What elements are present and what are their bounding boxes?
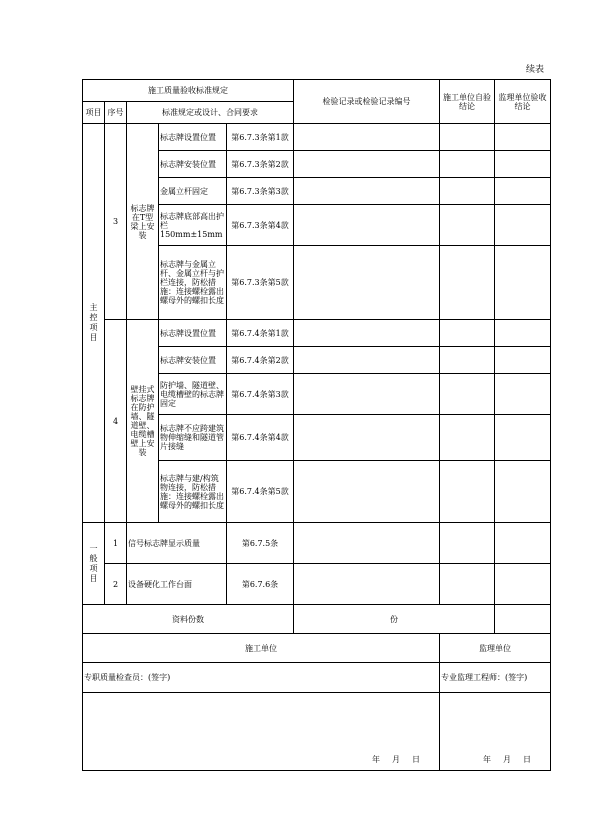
contractor-cell[interactable] — [440, 124, 495, 151]
documents-unit: 份 — [390, 614, 399, 624]
record-cell[interactable] — [294, 151, 440, 178]
record-cell[interactable] — [294, 124, 440, 151]
requirement-text: 标志牌设置位置 — [159, 124, 227, 151]
contractor-cell[interactable] — [440, 347, 495, 374]
supervisor-unit-header: 监理单位 — [440, 634, 551, 663]
clause-ref: 第6.7.3条第5款 — [227, 246, 294, 320]
supervisor-signature-area[interactable] — [440, 693, 551, 771]
col-item-header: 项目 — [83, 102, 105, 124]
group-name: 标志牌在T型梁上安装 — [127, 124, 159, 320]
clause-ref: 第6.7.4条第5款 — [227, 461, 294, 523]
contractor-cell[interactable] — [440, 205, 495, 246]
supervisor-cell[interactable] — [495, 205, 551, 246]
requirement-text: 标志牌与金属立杆、金属立杆与护栏连接，防松措施：连接螺栓露出螺母外的螺扣长度 — [159, 246, 227, 320]
record-cell[interactable] — [294, 178, 440, 205]
clause-ref: 第6.7.3条第4款 — [227, 205, 294, 246]
row-number: 1 — [105, 523, 127, 564]
clause-ref: 第6.7.6条 — [227, 564, 294, 605]
continued-label: 续表 — [526, 65, 545, 75]
requirement-text: 防护墙、隧道壁、电缆槽壁的标志牌固定 — [159, 374, 227, 415]
col-no-header: 序号 — [105, 102, 127, 124]
clause-ref: 第6.7.3条第3款 — [227, 178, 294, 205]
inspection-record-header: 检验记录或检验记录编号 — [294, 80, 440, 124]
requirement-text: 信号标志牌显示质量 — [127, 523, 227, 564]
supervisor-date: 年 月 日 — [483, 755, 532, 764]
documents-extra-cell — [495, 605, 551, 634]
requirement-text: 标志牌与建/构筑物连接，防松措施：连接螺栓露出螺母外的螺扣长度 — [159, 461, 227, 523]
table-row — [83, 124, 551, 151]
clause-ref: 第6.7.4条第1款 — [227, 320, 294, 347]
contractor-cell[interactable] — [440, 374, 495, 415]
table-row — [83, 564, 551, 605]
record-cell[interactable] — [294, 320, 440, 347]
record-cell[interactable] — [294, 374, 440, 415]
requirement-text: 标志牌安装位置 — [159, 347, 227, 374]
general-label: 一般项目 — [83, 523, 105, 605]
supervisor-cell[interactable] — [495, 151, 551, 178]
record-cell[interactable] — [294, 564, 440, 605]
clause-ref: 第6.7.4条第3款 — [227, 374, 294, 415]
table-row — [83, 320, 551, 347]
main-control-label: 主控项目 — [83, 124, 105, 523]
contractor-cell[interactable] — [440, 415, 495, 461]
clause-ref: 第6.7.5条 — [227, 523, 294, 564]
requirement-text: 设备硬化工作台面 — [127, 564, 227, 605]
standard-title: 施工质量验收标准规定 — [83, 80, 294, 102]
supervisor-cell[interactable] — [495, 178, 551, 205]
group-number: 3 — [105, 124, 127, 320]
supervisor-cell[interactable] — [495, 246, 551, 320]
contractor-cell[interactable] — [440, 523, 495, 564]
requirement-text: 标志牌安装位置 — [159, 151, 227, 178]
contractor-cell[interactable] — [440, 320, 495, 347]
contractor-conclusion-header: 施工单位自验结论 — [440, 80, 495, 124]
contractor-cell[interactable] — [440, 246, 495, 320]
contractor-cell[interactable] — [440, 564, 495, 605]
supervisor-signer-label: 专业监理工程师：(签字) — [440, 663, 551, 693]
supervisor-cell[interactable] — [495, 124, 551, 151]
col-requirement-header: 标准规定或设计、合同要求 — [127, 102, 294, 124]
supervisor-cell[interactable] — [495, 320, 551, 347]
record-cell[interactable] — [294, 246, 440, 320]
contractor-cell[interactable] — [440, 151, 495, 178]
contractor-cell[interactable] — [440, 178, 495, 205]
supervisor-cell[interactable] — [495, 461, 551, 523]
contractor-signer-label: 专职质量检查员：(签字) — [83, 663, 440, 693]
contractor-date: 年 月 日 — [372, 755, 421, 764]
record-cell[interactable] — [294, 523, 440, 564]
supervisor-cell[interactable] — [495, 523, 551, 564]
requirement-text: 标志牌设置位置 — [159, 320, 227, 347]
inspection-table — [82, 79, 551, 771]
supervisor-cell[interactable] — [495, 374, 551, 415]
supervisor-cell[interactable] — [495, 415, 551, 461]
record-cell[interactable] — [294, 205, 440, 246]
documents-label: 资料份数 — [83, 605, 294, 634]
row-number: 2 — [105, 564, 127, 605]
record-cell[interactable] — [294, 415, 440, 461]
documents-count[interactable] — [294, 605, 495, 634]
clause-ref: 第6.7.3条第2款 — [227, 151, 294, 178]
requirement-text: 金属立杆固定 — [159, 178, 227, 205]
requirement-text: 标志牌不应跨建筑物伸缩缝和隧道管片接缝 — [159, 415, 227, 461]
group-name: 壁挂式标志牌在防护墙、隧道壁、电缆槽壁上安装 — [127, 320, 159, 523]
clause-ref: 第6.7.4条第4款 — [227, 415, 294, 461]
group-number: 4 — [105, 320, 127, 523]
clause-ref: 第6.7.4条第2款 — [227, 347, 294, 374]
contractor-cell[interactable] — [440, 461, 495, 523]
documents-row — [83, 605, 551, 634]
record-cell[interactable] — [294, 347, 440, 374]
supervisor-cell[interactable] — [495, 564, 551, 605]
record-cell[interactable] — [294, 461, 440, 523]
table-row — [83, 523, 551, 564]
contractor-unit-header: 施工单位 — [83, 634, 440, 663]
supervisor-cell[interactable] — [495, 347, 551, 374]
requirement-text: 标志牌底部高出护栏150mm±15mm — [159, 205, 227, 246]
supervisor-conclusion-header: 监理单位验收结论 — [495, 80, 551, 124]
clause-ref: 第6.7.3条第1款 — [227, 124, 294, 151]
contractor-signature-area[interactable] — [83, 693, 440, 771]
